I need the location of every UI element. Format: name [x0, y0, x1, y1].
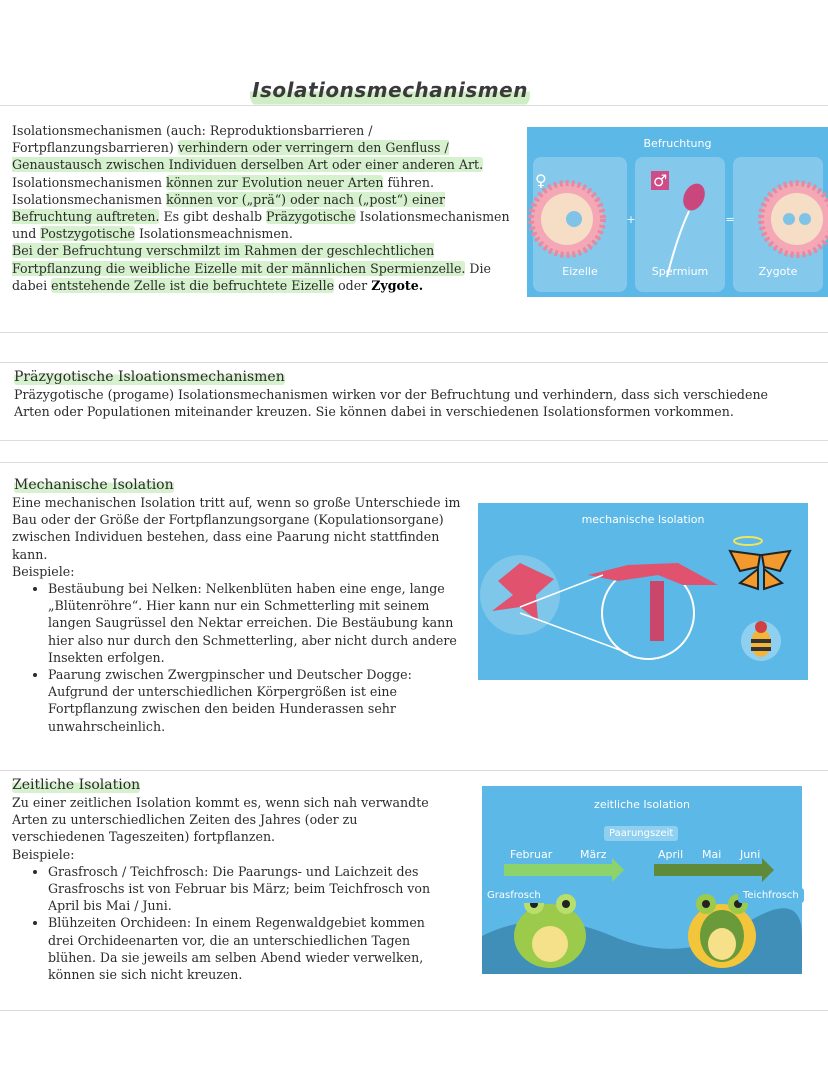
- list-item: • Paarung zwischen Zwergpinscher und Deutscher Dogge: Aufgrund der unterschiedlichen Körpergrößen ist eine Fortpflanzung zwischen den beiden Hunderassen sehr unwahrscheinlich.: [48, 666, 462, 735]
- intro-p1-highlight: verhindern oder verringern den Genfluss / Genaustausch zwischen Individuen derselben Art oder einer anderen Art.: [12, 140, 484, 173]
- female-symbol: ♀: [535, 171, 547, 190]
- intro-zygote-bold: Zygote.: [371, 277, 424, 293]
- praezygotisch-text: Präzygotische (progame) Isolationsmechanismen wirken vor der Befruchtung und verhindern, dass sich verschiedene Arten oder Populationen miteinander kreuzen. Sie können dabei in verschiedenen Isolationsformen vorkommen.: [14, 387, 769, 420]
- teichfrosch-icon: [688, 894, 756, 968]
- mechanisch-examples-label: Beispiele:: [12, 563, 75, 579]
- intro-text: [12, 122, 517, 294]
- figure-zeitlich-title: zeitliche Isolation: [594, 798, 690, 811]
- arrow-grasfrosch: [504, 858, 624, 882]
- mechanisch-examples-list: [12, 580, 462, 735]
- figure-mechanisch: [478, 503, 808, 680]
- label-eizelle: Eizelle: [562, 265, 598, 278]
- heading-praezygotisch: [14, 368, 285, 386]
- intro-p3a: Die dabei: [12, 260, 491, 293]
- heading-mechanisch-text: Mechanische Isolation: [14, 477, 174, 493]
- figure-befruchtung: [527, 127, 828, 297]
- page-title: Isolationsmechanismen: [250, 78, 530, 108]
- intro-p2a: Isolationsmechanismen: [12, 191, 166, 207]
- plus-symbol: +: [626, 213, 636, 226]
- intro-p3-highlight2: entstehende Zelle ist die befruchtete Eizelle: [51, 277, 335, 293]
- heading-praezygotisch-text: Präzygotische Isloationsmechanismen: [14, 369, 285, 385]
- heading-zeitlich: [12, 776, 140, 794]
- mechanisch-text: Eine mechanischen Isolation tritt auf, wenn so große Unterschiede im Bau oder der Größe der Fortpflanzungsorgane (Kopulationsorgane) zwischen Individuen bestehen, dass eine Paarung nicht stattfinden kann.: [12, 495, 461, 562]
- mechanisch-illustration: [478, 503, 808, 680]
- zeitlich-text: Zu einer zeitlichen Isolation kommt es, wenn sich nah verwandte Arten zu unterschiedlichen Zeiten des Jahres (oder zu verschiedenen Tageszeiten) fortpflanzen.: [12, 795, 429, 845]
- male-symbol: ♂: [653, 171, 668, 190]
- month-juni: Juni: [740, 848, 761, 861]
- intro-p1-highlight2: können zur Evolution neuer Arten: [165, 174, 384, 190]
- intro-p2d: Isolationsmeachnismen.: [134, 226, 293, 242]
- intro-p2-highlight: können vor („prä“) oder nach („post“) einer Befruchtung auftreten.: [12, 191, 446, 225]
- mechanisch-section: [12, 494, 462, 735]
- sperm-cell-icon: [679, 180, 709, 214]
- figure-zeitlich: [482, 786, 802, 974]
- month-februar: Februar: [510, 848, 553, 861]
- list-item: • Grasfrosch / Teichfrosch: Die Paarungs- und Laichzeit des Grasfroschs ist von Februar bis März; beim Teichfrosch von April bis Mai / Juni.: [48, 863, 452, 915]
- month-maerz: März: [580, 848, 607, 861]
- grasfrosch-icon: [514, 894, 586, 968]
- figure-mechanisch-title: mechanische Isolation: [581, 513, 705, 526]
- figure-befruchtung-title: Befruchtung: [643, 137, 712, 150]
- butterfly-icon: [730, 537, 790, 589]
- heading-mechanisch: [14, 476, 174, 494]
- intro-p1b: Isolationsmechanismen: [12, 174, 166, 190]
- label-spermium: Spermium: [651, 265, 709, 278]
- month-mai: Mai: [702, 848, 722, 861]
- intro-p2-highlight2: Präzygotische: [266, 209, 356, 225]
- zeitlich-section: [12, 794, 452, 983]
- zeitlich-examples-list: [12, 863, 452, 983]
- label-zygote: Zygote: [758, 265, 798, 278]
- month-april: April: [658, 848, 684, 861]
- bee-icon: [741, 621, 781, 661]
- intro-p2b: Es gibt deshalb: [159, 209, 267, 225]
- zeitlich-illustration: [482, 786, 802, 974]
- paarungszeit-badge: Paarungszeit: [604, 826, 678, 841]
- intro-p2-highlight3: Postzygotische: [40, 226, 135, 242]
- zeitlich-examples-label: Beispiele:: [12, 846, 75, 862]
- heading-zeitlich-text: Zeitliche Isolation: [12, 777, 141, 793]
- arrow-teichfrosch: [654, 858, 774, 882]
- label-teichfrosch: Teichfrosch: [738, 888, 804, 903]
- intro-p3b: oder: [334, 277, 372, 293]
- list-item: • Blühzeiten Orchideen: In einem Regenwaldgebiet kommen drei Orchideenarten vor, die an unterschiedlichen Tagen blühen. Da sie jeweils am selben Abend wieder verwelken, können sie sich nicht kreuzen.: [48, 914, 452, 983]
- label-grasfrosch: Grasfrosch: [482, 888, 546, 903]
- intro-p2c: Isolationsmechanismen und: [12, 209, 510, 242]
- intro-p1c: führen.: [383, 174, 434, 190]
- intro-p3-highlight: Bei der Befruchtung verschmilzt im Rahmen der geschlechtlichen Fortpflanzung die weibliche Eizelle mit der männlichen Spermienzelle.: [12, 243, 466, 276]
- intro-p1a: Isolationsmechanismen (auch: Reproduktionsbarrieren / Fortpflanzungsbarrieren): [12, 123, 373, 156]
- equals-symbol: =: [725, 213, 735, 226]
- list-item: • Bestäubung bei Nelken: Nelkenblüten haben eine enge, lange „Blütenröhre“. Hier kann nur ein Schmetterling mit seinem langen Saugrüssel den Nektar erreichen. Die Bestäubung kann hier also nur durch den Schmetterling, aber nicht durch andere Insekten erfolgen.: [48, 580, 462, 666]
